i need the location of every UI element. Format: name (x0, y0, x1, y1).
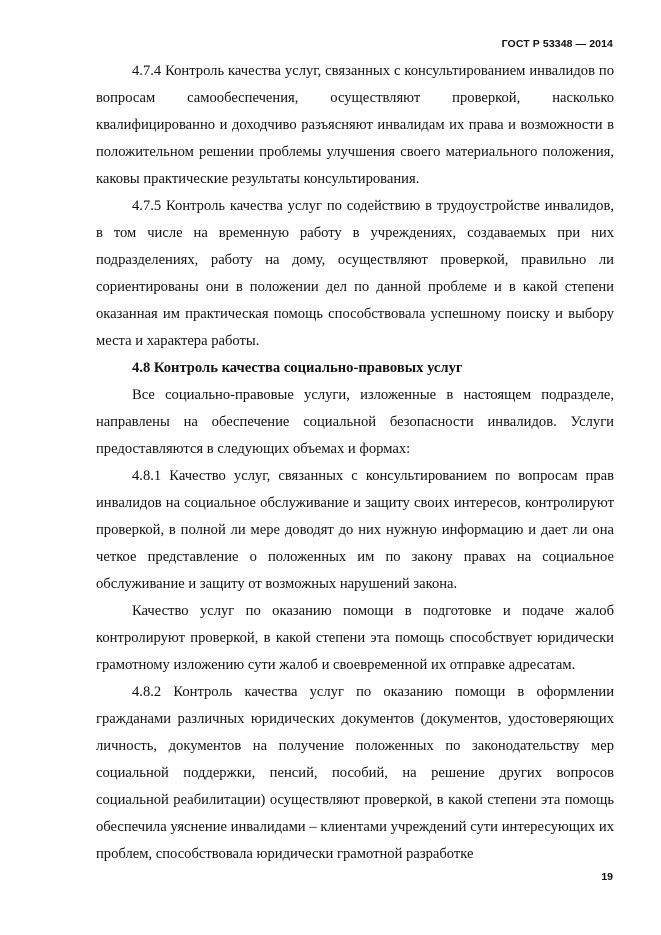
document-body (96, 58, 614, 868)
page-number: 19 (601, 871, 613, 883)
paragraph-4-8-1: 4.8.1 Качество услуг, связанных с консультированием по вопросам прав инвалидов на социальное обслуживание и защиту своих интересов, контролируют проверкой, в полной ли мере доводят до них нужную информацию и дает ли она четкое представление о положенных им по закону правах на социальное обслуживание и защиту от возможных нарушений закона. (96, 468, 614, 592)
document-code-header: ГОСТ Р 53348 — 2014 (501, 38, 613, 50)
paragraph-4-8-intro: Все социально-правовые услуги, изложенные в настоящем подразделе, направлены на обеспечение социальной безопасности инвалидов. Услуги предоставляются в следующих объемах и формах: (96, 387, 614, 457)
paragraph-4-7-4: 4.7.4 Контроль качества услуг, связанных с консультированием инвалидов по вопросам самообеспечения, осуществляют проверкой, насколько квалифицированно и доходчиво разъясняют инвалидам их права и возможности в положительном решении проблемы улучшения своего материального положения, каковы практические результаты консультирования. (96, 63, 614, 187)
paragraph-4-7-5: 4.7.5 Контроль качества услуг по содействию в трудоустройстве инвалидов, в том числе на временную работу в учреждениях, создаваемых при них подразделениях, работу на дому, осуществляют проверкой, правильно ли сориентированы они в положении дел по данной проблеме и в какой степени оказанная им практическая помощь способствовала успешному поиску и выбору места и характера работы. (96, 198, 614, 349)
paragraph-4-8-2: 4.8.2 Контроль качества услуг по оказанию помощи в оформлении гражданами различных юридических документов (документов, удостоверяющих личность, документов на получение положенных по законодательству мер социальной поддержки, пенсий, пособий, на решение других вопросов социальной реабилитации) осуществляют проверкой, в какой степени эта помощь обеспечила уяснение инвалидами – клиентами учреждений сути интересующих их проблем, способствовала юридически грамотной разработке (96, 684, 614, 862)
paragraph-4-8-1-complaints: Качество услуг по оказанию помощи в подготовке и подаче жалоб контролируют проверкой, в какой степени эта помощь способствует юридически грамотному изложению сути жалоб и своевременной их отправке адресатам. (96, 603, 614, 673)
section-heading-4-8: 4.8 Контроль качества социально-правовых услуг (132, 360, 463, 376)
